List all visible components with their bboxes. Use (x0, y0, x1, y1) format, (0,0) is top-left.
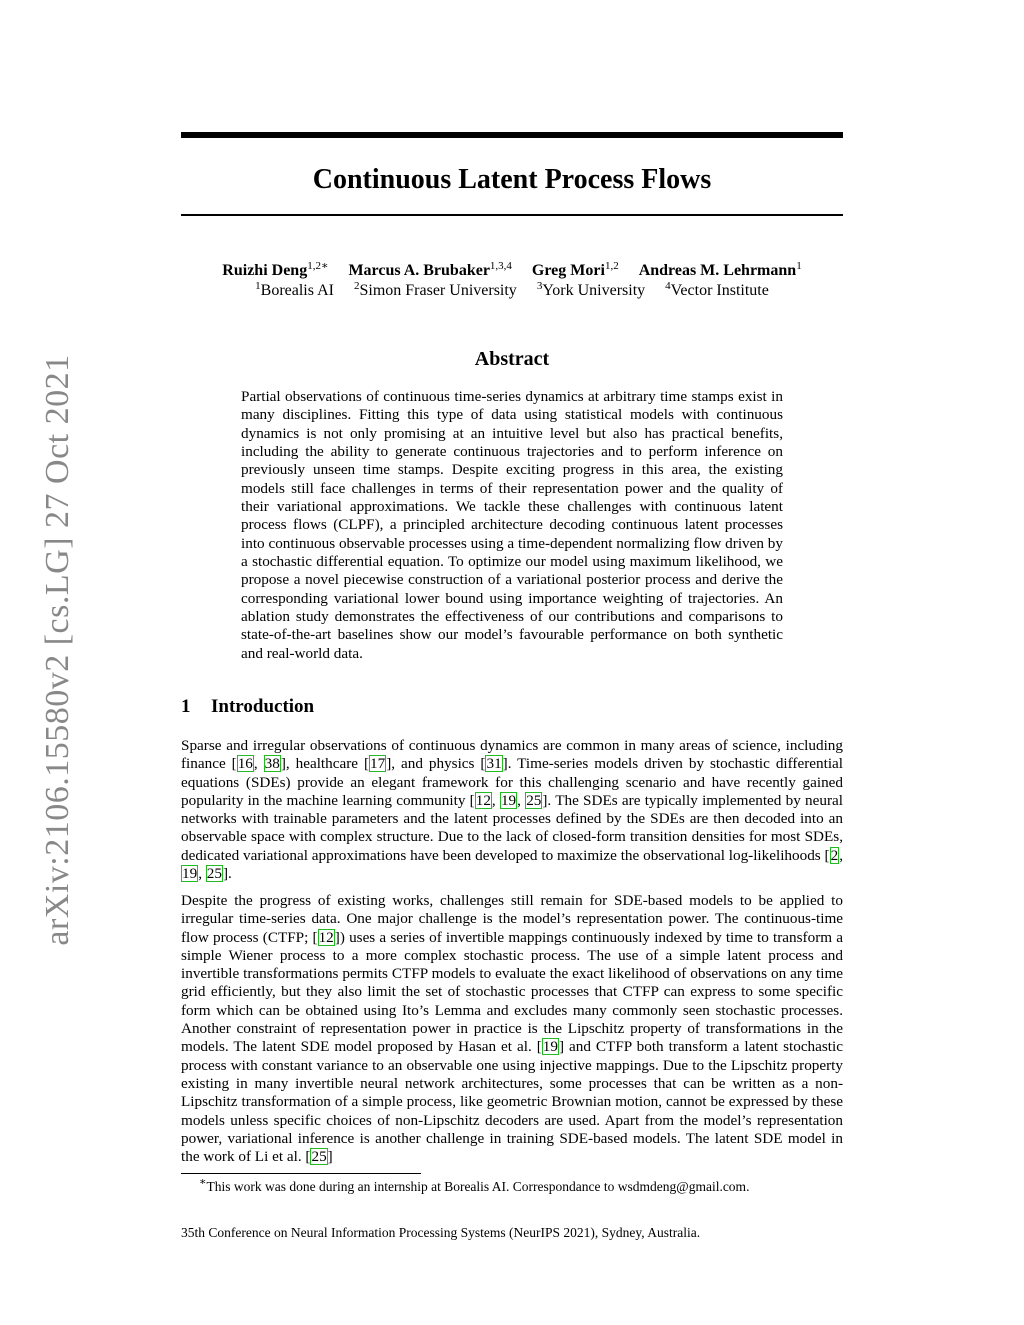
author: Ruizhi Deng$^{1,2∗}$ (222, 260, 329, 279)
author-list (181, 261, 843, 281)
affiliation: $^2$Simon Fraser University (353, 280, 517, 299)
citation-link[interactable]: 17 (370, 755, 386, 773)
citation-link[interactable]: 19 (542, 1038, 558, 1056)
arxiv-identifier: arXiv:2106.15580v2 [cs.LG] 27 Oct 2021 (39, 354, 76, 946)
citation-link[interactable]: 16 (237, 755, 253, 773)
affiliation-list (181, 281, 843, 301)
section-title: Introduction (211, 696, 315, 717)
footnote (199, 1178, 839, 1195)
citation-link[interactable]: 25 (526, 791, 542, 809)
citation-link[interactable]: 2 (830, 846, 839, 864)
paper-title: Continuous Latent Process Flows (312, 164, 712, 195)
citation-link[interactable]: 19 (182, 865, 198, 883)
affiliation: $^4$Vector Institute (665, 280, 769, 299)
author: Marcus A. Brubaker$^{1,3,4}$ (348, 260, 512, 279)
footnote-marker: ∗ (199, 1176, 207, 1188)
title-top-rule (181, 132, 843, 138)
affiliation: $^1$Borealis AI (255, 280, 334, 299)
intro-paragraph-2: Despite the progress of existing works, challenges still remain for SDE-based models to be applied to irregular time-series data. One major challenge is the model’s representation power. The continuous-time flow process (CTFP; [12]) uses a series of invertible mappings continuously indexed by time to transform a simple Wiener process to a more complex stochastic process. The use of a simple latent process and invertible transformations permits CTFP models to evaluate the exact likelihood of observations on any time grid efficiently, but they also limit the set of stochastic processes that CTFP can express to some specific form which can be obtained using Ito’s Lemma and excludes many commonly seen stochastic processes. Another constraint of representation power in practice is the Lipschitz property of transformations in the models. The latent SDE model proposed by Hasan et al. [19] and CTFP both transform a latent stochastic process with constant variance to an observable one using injective mappings. Due to the Lipschitz property existing in many invertible neural network architectures, some processes that can be written as a non-Lipschitz transformation of a simple process, like geometric Brownian motion, cannot be expressed by these models unless specific choices of non-Lipschitz decoders are used. Apart from the model’s representation power, variational inference is another challenge in training SDE-based models. The latent SDE model in the work of Li et al. [25] (181, 892, 843, 1166)
affiliation: $^3$York University (536, 280, 646, 299)
citation-link[interactable]: 38 (264, 755, 280, 773)
section-number: 1 (181, 696, 191, 717)
abstract-heading: Abstract (474, 348, 550, 370)
citation-link[interactable]: 19 (500, 791, 517, 809)
citation-link[interactable]: 31 (486, 755, 502, 773)
citation-link[interactable]: 25 (311, 1148, 327, 1166)
author: Andreas M. Lehrmann$^1$ (638, 260, 802, 279)
abstract-text: Partial observations of continuous time-series dynamics at arbitrary time stamps exist in many disciplines. Fitting this type of data using statistical models with continuous dynamics is not only promising at an intuitive level but also has practical benefits, including the ability to generate continuous trajectories and to perform inference on previously unseen time stamps. Despite exciting progress in this area, the existing models still face challenges in terms of their representation power and the quality of their variational approximations. We tackle these challenges with continuous latent process flows (CLPF), a principled architecture decoding continuous latent processes into continuous observable processes using a time-dependent normalizing flow driven by a stochastic differential equation. To optimize our model using maximum likelihood, we propose a novel piecewise construction of a variational posterior process and derive the corresponding variational lower bound using importance weighting of trajectories. An ablation study demonstrates the effectiveness of our contributions and comparisons to state-of-the-art baselines show our model’s favourable performance on both synthetic and real-world data. (241, 388, 783, 662)
citation-link[interactable]: 25 (206, 865, 222, 883)
author: Greg Mori$^{1,2}$ (531, 260, 619, 279)
footnote-rule (181, 1173, 421, 1174)
footnote-text: This work was done during an internship at Borealis AI. Correspondance to wsdmdeng@gmail.com. (206, 1179, 750, 1194)
citation-link[interactable]: 12 (475, 791, 491, 809)
intro-paragraph-1: Sparse and irregular observations of continuous dynamics are common in many areas of science, including finance [16, 38], healthcare [17], and physics [31]. Time-series models driven by stochastic differential equations (SDEs) provide an elegant framework for this challenging scenario and have recently gained popularity in the machine learning community [12, 19, 25]. The SDEs are typically implemented by neural networks with trainable parameters and the latent processes defined by the SDEs are then decoded into an observable space with complex structure. Due to the lack of closed-form transition densities for most SDEs, dedicated variational approximations have been developed to maximize the observational log-likelihoods [2, 19, 25]. (181, 737, 844, 883)
conference-note: 35th Conference on Neural Information Processing Systems (NeurIPS 2021), Sydney, Australia. (181, 1225, 701, 1240)
section-heading (181, 695, 314, 719)
citation-link[interactable]: 12 (318, 928, 334, 946)
title-bottom-rule (181, 214, 843, 216)
